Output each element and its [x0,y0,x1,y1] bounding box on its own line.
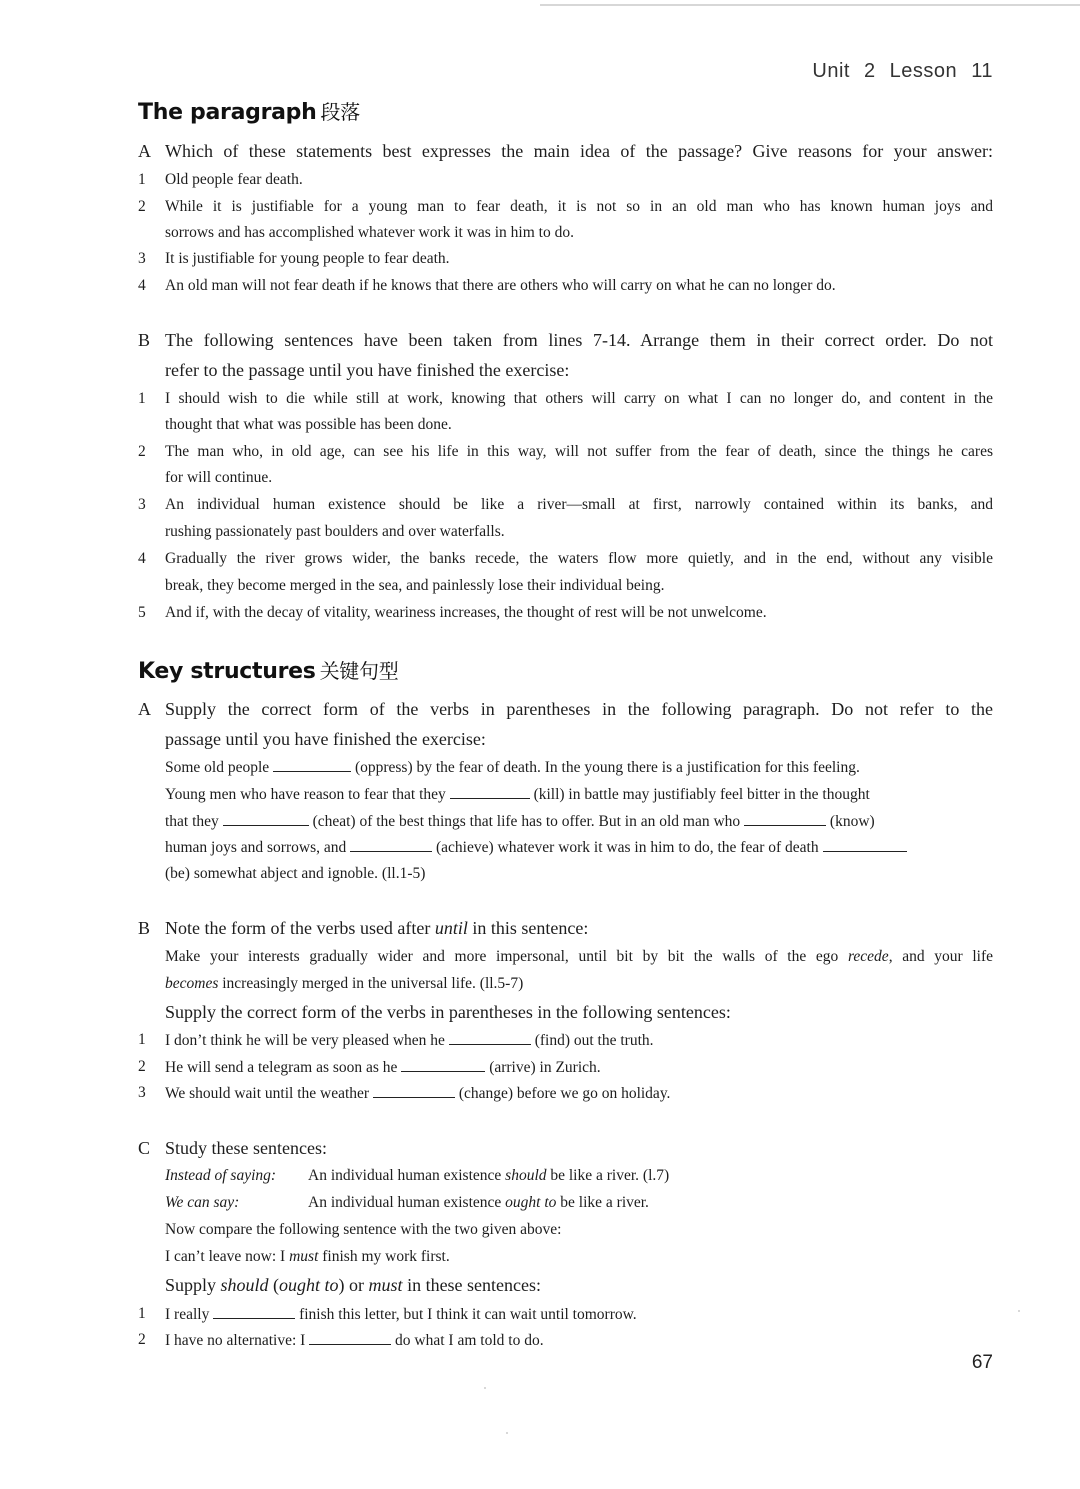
exercise-paragraph-line [165,811,993,832]
emphasis: becomes [165,975,219,992]
fill-blank[interactable] [309,1330,391,1345]
text-span: in these sentences: [402,1275,542,1295]
example-sentence [165,974,993,994]
text-span: Note the form of the verbs used after [165,918,435,938]
section-title-text: The paragraph [138,100,317,125]
emphasis: must [368,1275,403,1295]
text-span: (know) [829,813,875,830]
exercise-instruction: refer to the passage until you have finished the exercise: [165,360,570,380]
item-text: I should wish to die while still at work, knowing that others will carry on what I can no longer do, and content in the [165,390,993,407]
text-span: We can say [165,1194,235,1211]
exercise-instruction: passage until you have finished the exercise: [165,729,486,749]
scan-speck [506,1432,508,1434]
exercise-label: B [138,330,151,350]
section-title-zh: 段落 [320,100,360,124]
item-text: Old people fear death. [165,171,303,188]
exercise-instruction [165,918,993,938]
fill-blank[interactable] [223,811,309,826]
text-span: be like a river. [556,1194,649,1211]
text-span: finish my work first. [318,1248,450,1265]
item-text: An individual human existence should be like a river—small at first, narrowly contained within its banks, and [165,496,993,513]
item-number: 1 [138,1305,146,1322]
page-number: 67 [971,1352,993,1373]
item-number: 1 [138,390,146,407]
text-span: , and your life [888,948,993,965]
text-span: Young men who have reason to fear that they [165,786,446,803]
text-span: Make your interests gradually wider and more impersonal, until bit by bit the walls of the ego [165,948,848,965]
item-number: 1 [138,1031,146,1048]
text-span: (oppress) by the fear of death. In the young there is a justification for this feeling. [354,759,860,776]
exercise-instruction: Which of these statements best expresses the main idea of the passage? Give reasons for your answer: [165,141,993,161]
text-span: I can’t leave now: I [165,1248,290,1265]
item-number: 2 [138,198,146,215]
text-span: finish this letter, but I think it can wait until tomorrow. [299,1306,637,1323]
fill-blank[interactable] [401,1057,485,1072]
example-sentence [165,1193,993,1213]
section-title-zh: 关键句型 [319,659,399,683]
exercise-label: C [138,1138,151,1158]
item-text [165,1057,993,1078]
text-span: (arrive) in Zurich. [489,1059,601,1076]
exercise-instruction: The following sentences have been taken from lines 7-14. Arrange them in their correct order. Do not [165,330,993,350]
text-span: (change) before we go on holiday. [458,1085,671,1102]
item-text: Gradually the river grows wider, the banks recede, the waters flow more quietly, and in the end, without any visible [165,550,993,567]
exercise-paragraph-line [165,837,993,858]
emphasis: ought to [505,1194,557,1211]
fill-blank[interactable] [823,837,907,852]
scan-speck [484,1387,486,1389]
text-span: He will send a telegram as soon as he [165,1059,398,1076]
text-span: Supply [165,1275,221,1295]
emphasis: recede [847,948,889,965]
item-number: 4 [138,550,146,567]
item-text: It is justifiable for young people to fear death. [165,250,450,267]
text-span: We should wait until the weather [165,1085,370,1102]
text-span: (find) out the truth. [534,1032,654,1049]
scan-speck [1018,1310,1020,1312]
text-span: increasingly merged in the universal life. (ll.5-7) [218,975,524,992]
item-text: for will continue. [165,469,273,486]
text-span: in this sentence: [467,918,589,938]
emphasis: should [505,1167,547,1184]
fill-blank[interactable] [373,1083,455,1098]
item-number: 3 [138,1084,146,1101]
emphasis: ought to [279,1275,339,1295]
section-title-paragraph [138,96,360,125]
exercise-instruction: Study these sentences: [165,1138,327,1158]
item-text: While it is justifiable for a young man to fear death, it is not so in an old man who has known human joys and [165,198,993,215]
section-title-key-structures [138,655,398,684]
item-number: 2 [138,1058,146,1075]
fill-blank[interactable] [449,1030,531,1045]
emphasis: until [434,918,468,938]
fill-blank[interactable] [450,784,530,799]
example-sentence: Now compare the following sentence with the two given above: [165,1221,562,1238]
item-text: The man who, in old age, can see his life in this way, will not suffer from the fear of death, since the things he cares [165,443,993,460]
example-sentence [165,947,993,967]
text-span: that they [165,813,219,830]
text-span: Some old people [165,759,270,776]
item-text: And if, with the decay of vitality, weariness increases, the thought of rest will be not unwelcome. [165,604,767,621]
exercise-label: A [138,699,151,719]
exercise-instruction: Supply the correct form of the verbs in parentheses in the following paragraph. Do not refer to the [165,699,993,719]
exercise-instruction: Supply the correct form of the verbs in parentheses in the following sentences: [165,1002,731,1022]
example-sentence [165,1166,993,1186]
text-span: I really [165,1306,210,1323]
fill-blank[interactable] [273,757,351,772]
example-label: Instead of saying: [165,1167,277,1184]
exercise-label: B [138,918,151,938]
fill-blank[interactable] [350,837,432,852]
text-span: Instead of saying [165,1167,271,1184]
item-text [165,1030,993,1051]
exercise-paragraph-line [165,784,993,805]
emphasis: must [289,1248,319,1265]
text-span: (cheat) of the best things that life has to offer. But in an old man who [312,813,741,830]
exercise-label: A [138,141,151,161]
item-number: 4 [138,277,146,294]
item-text: sorrows and has accomplished whatever work it was in him to do. [165,224,574,241]
emphasis: should [220,1275,269,1295]
item-number: 3 [138,496,146,513]
example-label: We can say: [165,1194,240,1211]
text-span: be like a river. (l.7) [546,1167,670,1184]
item-text [165,1304,993,1325]
item-text: rushing passionately past boulders and over waterfalls. [165,523,505,540]
item-text [165,1330,993,1351]
text-span: I don’t think he will be very pleased when he [165,1032,445,1049]
text-span: (achieve) whatever work it was in him to do, the fear of death [436,839,819,856]
item-number: 5 [138,604,146,621]
item-number: 2 [138,443,146,460]
item-number: 1 [138,171,146,188]
text-span: An individual human existence [308,1167,506,1184]
exercise-instruction: Supply should (ought to) or must in these sentences: [165,1275,542,1295]
item-text [165,1083,993,1104]
item-number: 3 [138,250,146,267]
text-span: do what I am told to do. [395,1332,544,1349]
text-span: I have no alternative: I [165,1332,306,1349]
text-span: human joys and sorrows, and [165,839,347,856]
text-span: (kill) in battle may justifiably feel bitter in the thought [533,786,870,803]
page-header: Unit 2 Lesson 11 [812,60,993,82]
exercise-paragraph-line [165,757,993,778]
item-text: An old man will not fear death if he knows that there are others who will carry on what he can no longer do. [165,277,836,294]
exercise-paragraph-line: (be) somewhat abject and ignoble. (ll.1-5) [165,865,426,882]
fill-blank[interactable] [213,1304,295,1319]
example-sentence [165,1247,993,1267]
item-text: break, they become merged in the sea, and painlessly lose their individual being. [165,577,665,594]
item-text: thought that what was possible has been done. [165,416,452,433]
section-title-text: Key structures [138,659,316,684]
fill-blank[interactable] [744,811,826,826]
item-number: 2 [138,1331,146,1348]
top-rule [540,4,1080,6]
text-span: An individual human existence [308,1194,506,1211]
